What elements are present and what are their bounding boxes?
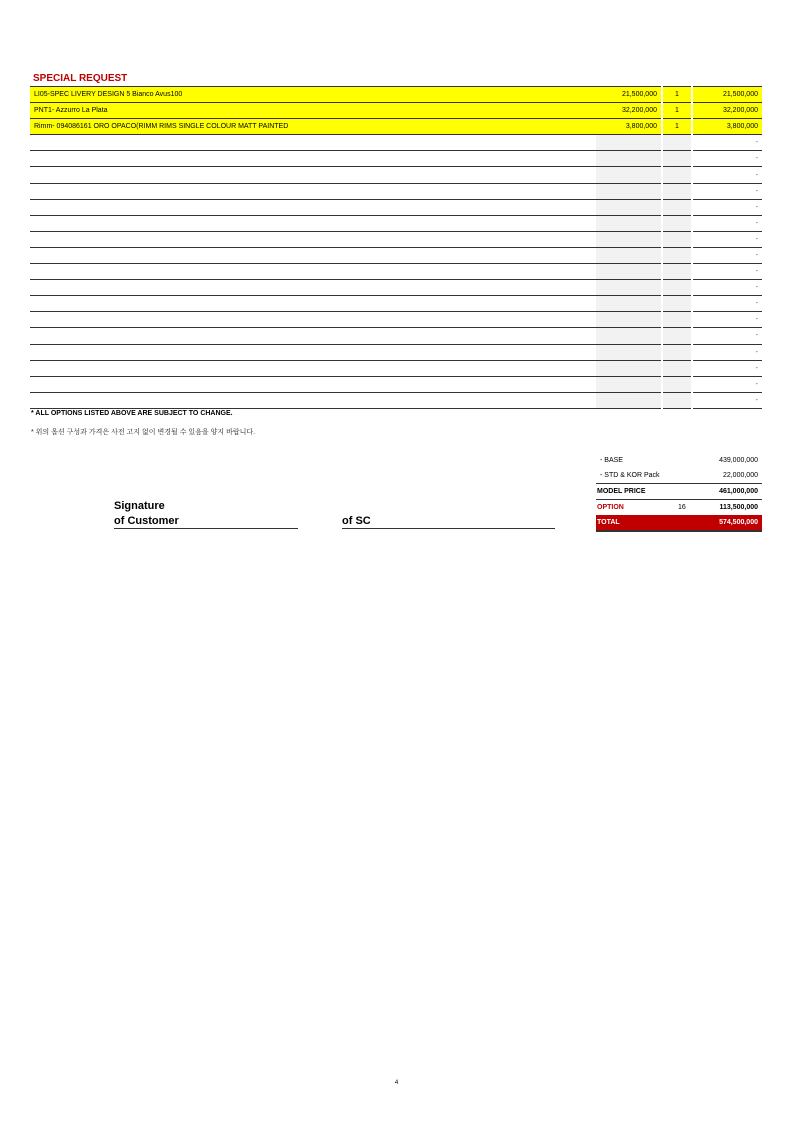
item-total: - [692, 264, 762, 280]
table-row-empty [30, 231, 762, 247]
item-description [30, 231, 596, 247]
item-total: - [692, 199, 762, 215]
item-quantity [662, 376, 692, 392]
item-total: - [692, 328, 762, 344]
signature-label: Signature [114, 500, 165, 512]
item-quantity [662, 247, 692, 263]
item-price [596, 344, 662, 360]
item-total: - [692, 183, 762, 199]
model-price-label: MODEL PRICE [597, 488, 646, 495]
item-total: 3,800,000 [692, 119, 762, 135]
summary-total-row [596, 515, 762, 532]
item-total: - [692, 344, 762, 360]
item-description [30, 215, 596, 231]
item-description [30, 183, 596, 199]
item-description [30, 376, 596, 392]
summary-option-row [596, 499, 762, 515]
base-label: - BASE [600, 457, 623, 464]
total-value: 574,500,000 [719, 519, 758, 526]
item-price [596, 231, 662, 247]
item-description [30, 280, 596, 296]
item-description [30, 360, 596, 376]
item-total: - [692, 280, 762, 296]
item-description [30, 312, 596, 328]
item-quantity [662, 392, 692, 408]
item-price [596, 280, 662, 296]
item-price [596, 167, 662, 183]
option-count: 16 [678, 504, 686, 511]
item-description [30, 151, 596, 167]
customer-signature-label: of Customer [114, 515, 179, 527]
table-row [30, 87, 762, 103]
item-description: LI05-SPEC LIVERY DESIGN 5 Bianco Avus100 [30, 87, 596, 103]
total-label: TOTAL [597, 519, 620, 526]
item-price [596, 264, 662, 280]
item-description [30, 167, 596, 183]
item-quantity [662, 151, 692, 167]
item-description [30, 247, 596, 263]
item-quantity [662, 312, 692, 328]
table-row-empty [30, 312, 762, 328]
item-quantity [662, 215, 692, 231]
item-total: - [692, 376, 762, 392]
options-change-note: * ALL OPTIONS LISTED ABOVE ARE SUBJECT TO CHANGE. [31, 410, 233, 417]
item-quantity [662, 360, 692, 376]
page-number: 4 [394, 1080, 399, 1086]
item-description [30, 328, 596, 344]
table-row-empty [30, 151, 762, 167]
item-quantity [662, 280, 692, 296]
item-price [596, 392, 662, 408]
item-total: - [692, 231, 762, 247]
table-row-empty [30, 167, 762, 183]
item-quantity [662, 183, 692, 199]
options-change-note-korean: * 위의 옵션 구성과 가격은 사전 고지 없이 변경될 수 있음을 양지 바랍니다. [31, 429, 256, 436]
item-quantity [662, 135, 692, 151]
table-row [30, 103, 762, 119]
item-price [596, 151, 662, 167]
table-row-empty [30, 135, 762, 151]
table-row [30, 119, 762, 135]
pack-label: - STD & KOR Pack [600, 472, 660, 479]
item-price [596, 247, 662, 263]
sc-signature-label: of SC [342, 515, 371, 527]
item-price [596, 296, 662, 312]
item-total: 32,200,000 [692, 103, 762, 119]
table-row-empty [30, 199, 762, 215]
table-row-empty [30, 328, 762, 344]
item-price [596, 376, 662, 392]
item-price: 21,500,000 [596, 87, 662, 103]
item-description: PNT1- Azzurro La Plata [30, 103, 596, 119]
table-row-empty [30, 360, 762, 376]
item-total: - [692, 151, 762, 167]
item-description [30, 264, 596, 280]
item-quantity: 1 [662, 87, 692, 103]
item-quantity [662, 231, 692, 247]
item-description: Rimm- 094086161 ORO OPACO(RIMM RIMS SINGLE COLOUR MATT PAINTED [30, 119, 596, 135]
item-total: - [692, 312, 762, 328]
item-description [30, 135, 596, 151]
model-price-value: 461,000,000 [719, 488, 758, 495]
special-request-body [30, 87, 762, 409]
item-price: 32,200,000 [596, 103, 662, 119]
item-price: 3,800,000 [596, 119, 662, 135]
customer-signature-line [114, 528, 298, 529]
option-value: 113,500,000 [719, 504, 758, 511]
item-quantity [662, 199, 692, 215]
summary-base-row [596, 453, 762, 468]
item-quantity [662, 344, 692, 360]
item-total: - [692, 167, 762, 183]
price-summary [596, 453, 762, 532]
item-quantity [662, 167, 692, 183]
summary-model-price-row [596, 483, 762, 499]
item-quantity [662, 328, 692, 344]
item-description [30, 392, 596, 408]
table-row-empty [30, 296, 762, 312]
item-description [30, 344, 596, 360]
item-price [596, 312, 662, 328]
item-price [596, 215, 662, 231]
table-row-empty [30, 344, 762, 360]
option-label: OPTION [597, 504, 624, 511]
item-total: - [692, 215, 762, 231]
table-row-empty [30, 183, 762, 199]
table-row-empty [30, 280, 762, 296]
item-price [596, 360, 662, 376]
item-total: 21,500,000 [692, 87, 762, 103]
table-row-empty [30, 376, 762, 392]
item-description [30, 199, 596, 215]
summary-pack-row [596, 468, 762, 483]
item-price [596, 183, 662, 199]
item-total: - [692, 247, 762, 263]
special-request-table [30, 86, 762, 409]
item-price [596, 135, 662, 151]
pack-value: 22,000,000 [722, 472, 758, 479]
sc-signature-line [342, 528, 555, 529]
item-total: - [692, 296, 762, 312]
section-title: SPECIAL REQUEST [33, 73, 128, 84]
item-total: - [692, 360, 762, 376]
item-quantity [662, 296, 692, 312]
table-row-empty [30, 247, 762, 263]
base-value: 439,000,000 [719, 457, 758, 464]
item-quantity: 1 [662, 119, 692, 135]
table-row-empty [30, 215, 762, 231]
table-row-empty [30, 392, 762, 408]
item-total: - [692, 392, 762, 408]
item-description [30, 296, 596, 312]
item-total: - [692, 135, 762, 151]
item-price [596, 199, 662, 215]
table-row-empty [30, 264, 762, 280]
item-quantity [662, 264, 692, 280]
item-quantity: 1 [662, 103, 692, 119]
item-price [596, 328, 662, 344]
